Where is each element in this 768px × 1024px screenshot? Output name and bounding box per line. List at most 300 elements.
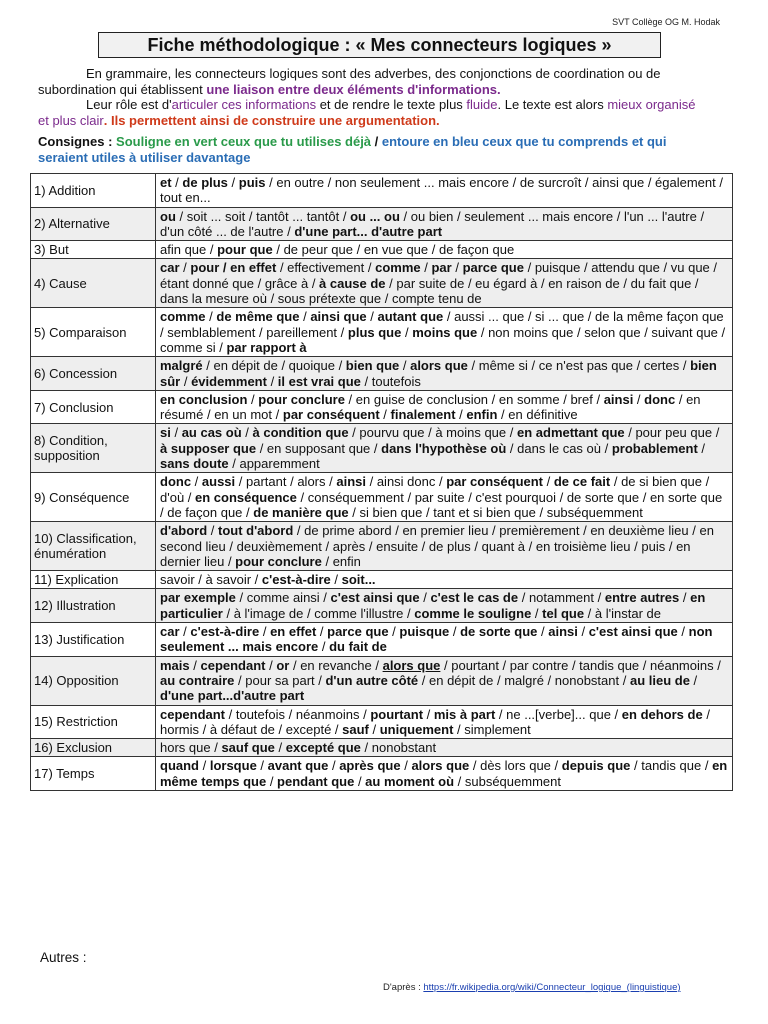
separator: /: [691, 275, 699, 291]
separator: /: [391, 523, 403, 539]
separator: /: [420, 260, 432, 276]
separator: /: [399, 358, 411, 374]
table-row: [31, 308, 733, 357]
separator: /: [328, 758, 340, 774]
separator: /: [630, 538, 642, 554]
connector: en sorte que: [649, 489, 723, 505]
connector: ou ... ou: [350, 208, 400, 224]
connector: en résumé: [160, 391, 701, 423]
connectors-cell: [156, 589, 733, 623]
connector: néanmoins: [650, 657, 714, 673]
category-cell: 1) Addition: [31, 174, 156, 208]
connector: tel que: [542, 605, 585, 621]
connector: par exemple: [160, 590, 236, 606]
separator: /: [715, 175, 723, 190]
separator: /: [639, 489, 650, 505]
separator: /: [283, 223, 295, 239]
separator: /: [364, 260, 376, 276]
connector: entre autres: [604, 590, 680, 606]
separator: /: [227, 175, 239, 190]
connectors-cell: [156, 241, 733, 259]
separator: /: [299, 309, 311, 325]
separator: /: [266, 773, 278, 789]
separator: /: [206, 242, 218, 258]
connector: pour conclure: [258, 391, 345, 407]
separator: /: [633, 391, 645, 407]
connector: bien sûr: [160, 358, 717, 389]
separator: /: [253, 275, 265, 291]
connector: selon que: [584, 324, 641, 340]
separator: /: [160, 324, 168, 340]
connector: pour sa part: [245, 672, 315, 688]
connector: cependant: [160, 706, 226, 722]
intro-p2-text-a: Leur rôle est d': [86, 97, 172, 112]
separator: /: [403, 489, 415, 505]
separator: /: [199, 758, 210, 774]
connector: en vue que: [363, 242, 429, 258]
connector: alors que: [382, 657, 441, 673]
connector: c'est ainsi que: [588, 624, 678, 640]
separator: /: [171, 175, 183, 190]
connectors-cell: [156, 259, 733, 308]
connectors-cell: [156, 623, 733, 657]
connector: pendant que: [277, 773, 355, 789]
connector: pour / en effet: [190, 260, 277, 276]
category-cell: 11) Explication: [31, 571, 156, 589]
connector: quoique: [288, 358, 335, 374]
separator: /: [210, 740, 222, 756]
separator: /: [228, 456, 240, 472]
connector: de manière que: [253, 504, 349, 520]
connector: tant et si bien que: [433, 504, 536, 520]
separator: /: [594, 590, 605, 606]
separator: /: [630, 758, 642, 774]
separator: /: [368, 721, 380, 737]
page-title: Fiche méthodologique : « Mes connecteurs logiques »: [98, 32, 661, 58]
separator: /: [202, 358, 214, 374]
connector: de plus: [428, 538, 471, 554]
separator: /: [659, 260, 671, 276]
separator: /: [619, 672, 630, 688]
connector: nonobstant: [554, 672, 620, 688]
connector: toutefois: [371, 373, 421, 389]
connector: ainsi donc: [376, 474, 436, 490]
connector: si ... que: [535, 309, 585, 325]
connector: ainsi: [336, 474, 366, 490]
category-cell: 5) Comparaison: [31, 308, 156, 357]
separator: /: [303, 605, 315, 621]
connector: apparemment: [239, 456, 320, 472]
separator: /: [679, 358, 691, 374]
separator: /: [518, 590, 529, 606]
table-row: [31, 174, 733, 208]
connector: c'est le cas de: [430, 590, 519, 606]
separator: /: [354, 773, 366, 789]
separator: /: [537, 275, 549, 291]
table-row: [31, 589, 733, 623]
connector: par suite: [414, 489, 465, 505]
connector: en définitive: [508, 407, 578, 423]
consignes: [38, 134, 718, 165]
connector: en effet: [270, 624, 317, 640]
separator: /: [477, 324, 489, 340]
connector: premièrement: [499, 523, 580, 539]
connector: eu égard à: [475, 275, 538, 291]
connector: si: [160, 425, 171, 441]
connector: de sorte que: [460, 624, 538, 640]
connector: cependant: [200, 657, 266, 673]
separator: /: [579, 523, 591, 539]
separator: /: [688, 523, 700, 539]
connector: uniquement: [379, 721, 454, 737]
connector: c'est pourquoi: [475, 489, 556, 505]
connector: en un mot: [214, 407, 273, 423]
connector: grâce à: [264, 275, 309, 291]
separator: /: [537, 624, 549, 640]
connector: à moins que: [435, 425, 507, 441]
separator: /: [697, 440, 706, 456]
table-row: [31, 357, 733, 391]
connector: à condition que: [252, 425, 349, 441]
separator: /: [235, 590, 247, 606]
connector: c'est ainsi que: [330, 590, 420, 606]
connector: de façon que: [167, 504, 243, 520]
intro-p2-highlight-a: articuler ces informations: [171, 97, 317, 112]
consignes-blue: entoure en bleu ceux que tu comprends et qui seraient utiles à utiliser davantage: [38, 134, 667, 165]
separator: /: [170, 425, 182, 441]
separator: /: [639, 657, 651, 673]
separator: /: [365, 538, 377, 554]
connectors-cell: [156, 705, 733, 739]
table-row: [31, 424, 733, 473]
connector: c'est-à-dire: [190, 624, 260, 640]
connector: pour conclure: [235, 553, 322, 569]
connectors-cell: [156, 571, 733, 589]
separator: /: [286, 474, 298, 490]
connector: alors que: [410, 358, 468, 374]
separator: /: [679, 590, 691, 606]
connector: en outre: [276, 175, 325, 190]
separator: /: [265, 175, 277, 190]
separator: /: [689, 672, 698, 688]
connector: comme ainsi: [246, 590, 320, 606]
connector: tandis que: [579, 657, 640, 673]
separator: /: [241, 425, 253, 441]
separator: /: [325, 474, 337, 490]
separator: /: [274, 721, 286, 737]
separator: /: [713, 657, 721, 673]
connector: par suite de: [396, 275, 465, 291]
separator: /: [225, 706, 236, 722]
connector: ainsi: [548, 624, 578, 640]
separator: /: [632, 358, 644, 374]
category-cell: 15) Restriction: [31, 705, 156, 739]
connector: pourtant: [451, 657, 499, 673]
table-row: [31, 522, 733, 571]
connector: de prime abord: [304, 523, 392, 539]
separator: /: [592, 391, 604, 407]
connector: tout d'abord: [218, 523, 294, 539]
separator: /: [535, 504, 547, 520]
separator: /: [418, 538, 429, 554]
separator: /: [464, 275, 476, 291]
separator: /: [251, 572, 262, 588]
separator: /: [179, 624, 191, 640]
connector: tandis que: [641, 758, 702, 774]
separator: /: [470, 538, 482, 554]
separator: /: [701, 758, 713, 774]
separator: /: [619, 275, 631, 291]
category-cell: 13) Justification: [31, 623, 156, 657]
connector: parce que: [462, 260, 524, 276]
connector: en même temps que: [160, 758, 728, 789]
connector: à supposer que: [160, 440, 257, 456]
connector: donc: [644, 391, 676, 407]
separator: /: [318, 639, 330, 655]
connector: autant que: [377, 309, 444, 325]
connector: comme: [160, 309, 206, 325]
separator: /: [365, 474, 377, 490]
connector: avant que: [267, 758, 329, 774]
connector: pourvu que: [359, 425, 425, 441]
connector: finalement: [390, 407, 456, 423]
connector: pour que: [217, 242, 273, 258]
intro-p2-text-c: et de rendre le texte plus: [316, 97, 467, 112]
separator: /: [321, 553, 333, 569]
intro-paragraph-2: [38, 97, 700, 128]
intro-paragraph-1: [38, 66, 700, 97]
connector: probablement: [611, 440, 698, 456]
connectors-cell: [156, 357, 733, 391]
table-row: [31, 705, 733, 739]
intro-p2-text-e: . Le texte est alors: [497, 97, 608, 112]
source: [383, 982, 681, 993]
separator: /: [453, 721, 465, 737]
separator: /: [610, 706, 622, 722]
connector: si bien que: [359, 504, 423, 520]
connector: plus que: [347, 324, 402, 340]
connector: en deuxième lieu: [590, 523, 689, 539]
connector: en conclusion: [160, 391, 248, 407]
separator: /: [215, 339, 227, 355]
connector: d'une part...d'autre part: [160, 688, 305, 704]
connector: de surcroît: [519, 175, 582, 190]
separator: /: [555, 489, 567, 505]
separator: /: [488, 523, 500, 539]
separator: /: [455, 407, 467, 423]
separator: /: [423, 706, 434, 722]
separator: /: [613, 208, 624, 224]
connector: non seulement ... mais encore: [334, 175, 510, 190]
connector: aussi ... que: [454, 309, 525, 325]
connector: mis à part: [433, 706, 496, 722]
separator: /: [451, 260, 463, 276]
separator: /: [624, 425, 636, 441]
connector: donc: [160, 474, 192, 490]
separator: /: [401, 324, 413, 340]
separator: /: [194, 572, 206, 588]
intro-p1-text: En grammaire, les connecteurs logiques sont des adverbes, des conjonctions de coordination ou de subordination qui établissent: [38, 66, 661, 97]
separator: /: [330, 572, 342, 588]
separator: /: [331, 721, 343, 737]
connector: à défaut de: [209, 721, 275, 737]
connector: après: [332, 538, 366, 554]
connector: bien que: [345, 358, 400, 374]
intro-p2-highlight-g: . Ils permettent ainsi de construire: [103, 112, 320, 128]
separator: /: [191, 474, 202, 490]
separator: /: [497, 407, 509, 423]
connector: comme l'illustre: [314, 605, 404, 621]
connector: en admettant que: [516, 425, 625, 441]
connector: sauf que: [221, 740, 275, 756]
connector: de la même façon que: [595, 309, 724, 325]
separator: /: [242, 504, 254, 520]
connector: ne ...[verbe]... que: [506, 706, 611, 722]
separator: /: [527, 358, 539, 374]
separator: /: [247, 391, 259, 407]
connector: même si: [478, 358, 528, 374]
connector: après que: [339, 758, 401, 774]
connector: enfin: [332, 553, 361, 569]
separator: /: [348, 425, 360, 441]
connector: en somme: [498, 391, 560, 407]
separator: /: [665, 538, 677, 554]
connector: à l'instar de: [594, 605, 661, 621]
connector: sauf: [342, 721, 369, 737]
connector: en dehors de: [621, 706, 703, 722]
separator: /: [337, 324, 348, 340]
separator: /: [573, 324, 585, 340]
intro: [38, 66, 700, 128]
separator: /: [199, 721, 210, 737]
separator: /: [319, 590, 331, 606]
separator: /: [272, 407, 283, 423]
connector: puis: [238, 175, 266, 190]
separator: /: [274, 740, 286, 756]
separator: /: [675, 391, 687, 407]
separator: /: [531, 605, 543, 621]
connector: semblablement: [167, 324, 256, 340]
connector: et: [160, 175, 172, 190]
connector: ainsi que: [310, 309, 367, 325]
connector: sous prétexte que: [277, 291, 382, 307]
connector: en second lieu: [160, 523, 714, 554]
connector: du fait que: [630, 275, 692, 291]
category-cell: 10) Classification, énumération: [31, 522, 156, 571]
category-cell: 4) Cause: [31, 259, 156, 308]
connector: de peur que: [283, 242, 353, 258]
source-link[interactable]: https://fr.wikipedia.org/wiki/Connecteur_logique_(linguistique): [423, 982, 681, 993]
consignes-label: Consignes: [38, 134, 105, 149]
connector: mais: [160, 657, 190, 673]
separator: /: [276, 260, 288, 276]
table-row: [31, 757, 733, 791]
connector: malgré: [504, 672, 544, 688]
separator: /: [702, 706, 710, 722]
connector: d'où: [160, 489, 185, 505]
connector: à savoir: [205, 572, 252, 588]
connector: ensuite: [376, 538, 419, 554]
separator: /: [584, 605, 595, 621]
separator: /: [453, 208, 465, 224]
connector: d'un côté ... de l'autre: [160, 223, 284, 239]
intro-p2-highlight-h: une argumentation: [319, 112, 437, 128]
connector: quand: [160, 758, 199, 774]
connector: hormis: [160, 721, 200, 737]
separator: /: [467, 358, 479, 374]
connector: ce n'est pas que: [538, 358, 633, 374]
separator: /: [184, 489, 196, 505]
connectors-cell: [156, 174, 733, 208]
connector: depuis que: [561, 758, 631, 774]
separator: /: [424, 425, 436, 441]
connector: subséquemment: [464, 773, 561, 789]
separator: /: [403, 605, 415, 621]
connector: en raison de: [548, 275, 620, 291]
separator: /: [584, 309, 596, 325]
table-row: [31, 241, 733, 259]
separator: /: [400, 758, 412, 774]
separator: /: [418, 672, 429, 688]
separator: /: [644, 175, 656, 190]
connector: partant: [246, 474, 287, 490]
connector: simplement: [464, 721, 531, 737]
connector: de sorte que: [566, 489, 640, 505]
connector: dans l'hypothèse où: [381, 440, 507, 456]
connector: par contre: [509, 657, 569, 673]
category-cell: 7) Conclusion: [31, 390, 156, 424]
separator: /: [506, 425, 517, 441]
connector: de plus: [182, 175, 228, 190]
connector: également: [655, 175, 716, 190]
connector: tantôt ... tantôt: [256, 208, 340, 224]
separator: /: [359, 706, 371, 722]
connector: en revanche: [300, 657, 372, 673]
table-row: [31, 656, 733, 705]
consignes-sep-1: :: [104, 134, 117, 149]
separator: /: [523, 260, 535, 276]
connector: de façon que: [439, 242, 515, 258]
separator: /: [495, 706, 507, 722]
connector: c'est-à-dire: [261, 572, 331, 588]
separator: /: [324, 175, 335, 190]
separator: /: [493, 672, 505, 688]
connector: alors que: [411, 758, 470, 774]
separator: /: [222, 605, 234, 621]
connector: enfin: [466, 407, 498, 423]
separator: /: [428, 242, 439, 258]
connector: bref: [570, 391, 593, 407]
connector: parce que: [327, 624, 389, 640]
separator: /: [235, 474, 246, 490]
connector: en conséquence: [195, 489, 297, 505]
separator: /: [464, 489, 476, 505]
separator: /: [259, 624, 271, 640]
connector: pour peu que: [635, 425, 713, 441]
connector: ainsi que: [592, 175, 645, 190]
connector: puisque: [399, 624, 450, 640]
connector: lorsque: [209, 758, 257, 774]
separator: /: [399, 208, 411, 224]
separator: /: [360, 740, 372, 756]
connector: vu que: [670, 260, 710, 276]
separator: /: [334, 358, 346, 374]
separator: /: [175, 208, 187, 224]
connector: toutefois: [235, 706, 286, 722]
connector: hors que: [160, 740, 211, 756]
connectors-cell: [156, 424, 733, 473]
table-row: [31, 259, 733, 308]
